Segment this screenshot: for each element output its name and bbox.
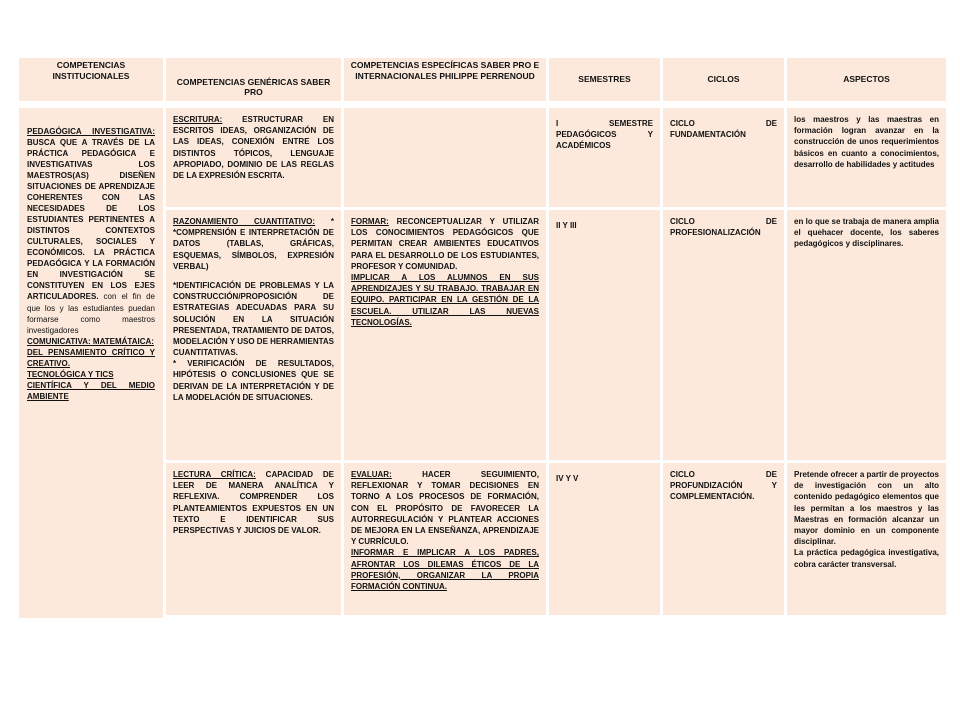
razonamiento-title: RAZONAMIENTO CUANTITATIVO: [173,217,316,226]
cientifica-label: CIENTÍFICA Y DEL MEDIO AMBIENTE [27,380,155,401]
header-ciclos: CICLOS [663,58,787,104]
table-rows [166,108,946,618]
especificas-cell [344,108,549,210]
tecnologica-label: TECNOLÓGICA Y TICS [27,369,114,379]
escritura-title: ESCRITURA: [173,115,223,124]
competencias-table [19,58,946,618]
genericas-cell: RAZONAMIENTO CUANTITATIVO: * *COMPRENSIÓN E INTERPRETACIÓN DE DATOS (TABLAS, GRÁFICAS, ESQUEMAS, SÍMBOLOS, EXPRESIÓN VERBAL) *IDENTIFICACIÓN DE PROBLEMAS Y LA CONSTRUCCIÓN/PROPOSICIÓN DE ESTRATEGIAS ADECUADAS PARA SU SOLUCIÓN EN LA SITUACIÓN PRESENTADA, TRATAMIENTO DE DATOS, MODELACIÓN Y USO DE HERRAMIENTAS CUANTITATIVAS. * VERIFICACIÓN DE RESULTADOS, HIPÓTESIS O CONCLUSIONES QUE SE DERIVAN DE LA INTERPRETACIÓN Y DE LA MODELACIÓN DE SITUACIONES. [166,210,344,463]
pensamiento-label: DEL PENSAMIENTO CRÍTICO Y CREATIVO. [27,347,155,368]
evaluar-title: EVALUAR: [351,470,392,479]
genericas-cell [166,108,344,210]
genericas-cell: LECTURA CRÍTICA: CAPACIDAD DE LEER DE MANERA ANALÍTICA Y REFLEXIVA. COMPRENDER LOS PLANTEAMIENTOS EXPUESTOS EN UN TEXTO E IDENTIFICAR SUS PERSPECTIVAS Y JUICIOS DE VALOR. [166,463,344,618]
pedagogica-title: PEDAGÓGICA INVESTIGATIVA: [27,127,155,136]
table-header-row [19,58,946,108]
header-institucionales: COMPETENCIAS INSTITUCIONALES [19,58,166,104]
pedagogica-end: con el fin de que los y las estudiantes puedan formarse como maestros investigadores [27,292,155,335]
escritura-text: ESTRUCTURAR EN ESCRITOS IDEAS, ORGANIZACIÓN DE LAS IDEAS, CONEXIÓN ENTRE LOS DISTINTOS TÓPICOS, LENGUAJE APROPIADO, DOMINIO DE LAS REGLAS DE LA EXPRESIÓN ESCRITA. [173,115,334,180]
header-semestres: SEMESTRES [549,58,663,104]
aspectos-cell: los maestros y las maestras en formación logran avanzar en la construcción de unos requerimientos básicos en cuanto a conocimientos, desarrollo de habilidades y actitudes [787,108,946,210]
comunicativa-label: COMUNICATIVA: MATEMÁTAICA: [27,336,154,346]
pedagogica-text: BUSCA QUE A TRAVÉS DE LA PRÁCTICA PEDAGÓGICA E INVESTIGATIVAS LOS MAESTROS(AS) DISEÑEN SITUACIONES DE APRENDIZAJE COHERENTES CON LAS NECESIDADES DE LOS ESTUDIANTES PERTINENTES A DISTINTOS CONTEXTOS CULTURALES, SOCIALES Y ECONÓMICOS. LA PRÁCTICA PEDAGÓGICA Y LA FORMACIÓN EN INVESTIGACIÓN SE CONSTITUYEN EN LOS EJES ARTICULADORES. [27,138,155,302]
header-especificas: COMPETENCIAS ESPECÍFICAS SABER PRO E INTERNACIONALES PHILIPPE PERRENOUD [344,58,549,104]
especificas-cell: EVALUAR: HACER SEGUIMIENTO, REFLEXIONAR Y TOMAR DECISIONES EN TORNO A LOS PROCESOS DE FORMACIÓN, CON EL PROPÓSITO DE FAVORECER LA AUTORREGULACIÓN Y PLANTEAR ACCIONES DE MEJORA EN LA ENSEÑANZA, APRENDIZAJE Y CURRÍCULO. INFORMAR E IMPLICAR A LOS PADRES, AFRONTAR LOS DILEMAS ÉTICOS DE LA PROFESIÓN, ORGANIZAR LA PROPIA FORMACIÓN CONTINUA. [344,463,549,618]
institucionales-cell [19,108,166,618]
table-row [166,463,946,618]
table-row [166,108,946,210]
ciclos-cell: CICLO DE PROFUNDIZACIÓN Y COMPLEMENTACIÓN. [663,463,787,618]
semestres-cell: IV Y V [549,463,663,618]
table-body [19,108,946,618]
header-genericas: COMPETENCIAS GENÉRICAS SABER PRO [166,58,344,104]
aspectos-cell: Pretende ofrecer a partir de proyectos de investigación con un alto contenido pedagógico elementos que les permitan a los maestros y las Maestras en formación alcanzar un mayor dominio en un componente disciplinar. La práctica pedagógica investigativa, cobra carácter transversal. [787,463,946,618]
formar-title: FORMAR: [351,217,389,226]
especificas-cell: FORMAR: RECONCEPTUALIZAR Y UTILIZAR LOS CONOCIMIENTOS PEDAGÓGICOS QUE PERMITAN CREAR AMBIENTES EDUCATIVOS PARA EL DESARROLLO DE LOS ESTUDIANTES, PROFESOR Y COMUNIDAD. IMPLICAR A LOS ALUMNOS EN SUS APRENDIZAJES Y SU TRABAJO. TRABAJAR EN EQUIPO. PARTICIPAR EN LA GESTIÓN DE LA ESCUELA. UTILIZAR LAS NUEVAS TECNOLOGÍAS. [344,210,549,463]
lectura-title: LECTURA CRÍTICA: [173,470,256,479]
semestres-cell: II Y III [549,210,663,463]
table-row [166,210,946,463]
semestres-cell: I SEMESTRE PEDAGÓGICOS Y ACADÉMICOS [549,108,663,210]
header-aspectos: ASPECTOS [787,58,946,104]
ciclos-cell: CICLO DE PROFESIONALIZACIÓN [663,210,787,463]
aspectos-cell: en lo que se trabaja de manera amplia el quehacer docente, los saberes pedagógicos y disciplinares. [787,210,946,463]
ciclos-cell: CICLO DE FUNDAMENTACIÓN [663,108,787,210]
